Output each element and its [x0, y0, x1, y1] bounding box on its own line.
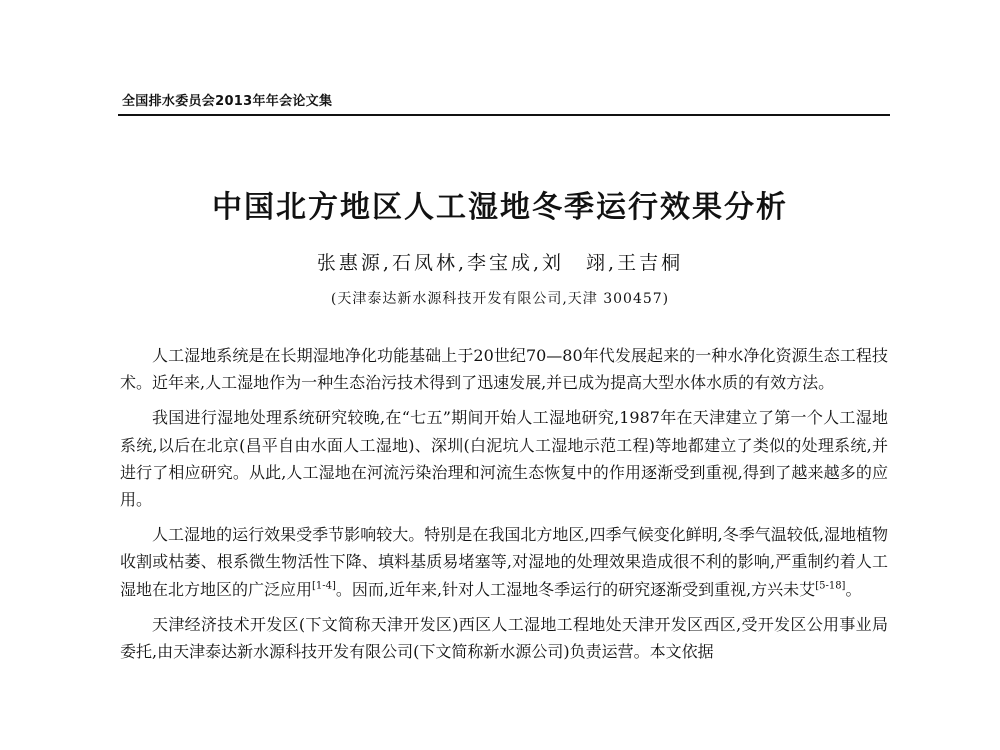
paragraph-3 — [120, 521, 888, 603]
paper-title: 中国北方地区人工湿地冬季运行效果分析 — [212, 190, 788, 225]
body-text — [120, 342, 888, 665]
paper-authors: 张惠源,石凤林,李宝成,刘 翊,王吉桐 — [316, 252, 684, 274]
citation-1-4: [1-4] — [312, 580, 336, 592]
running-header: 全国排水委员会2013年年会论文集 — [122, 94, 333, 109]
citation-5-18: [5-18] — [815, 580, 846, 592]
paragraph-4: 天津经济技术开发区(下文简称天津开发区)西区人工湿地工程地处天津开发区西区,受开发区公用事业局委托,由天津泰达新水源科技开发有限公司(下文简称新水源公司)负责运营。本文依据 — [120, 614, 888, 662]
paragraph-3-part-c: 。 — [845, 579, 862, 599]
paper-affiliation: (天津泰达新水源科技开发有限公司,天津 300457) — [330, 291, 670, 307]
paragraph-1: 人工湿地系统是在长期湿地净化功能基础上于20世纪70—80年代发展起来的一种水净化资源生态工程技术。近年来,人工湿地作为一种生态治污技术得到了迅速发展,并已成为提高大型水体水质的有效方法。 — [120, 346, 888, 393]
paragraph-3-part-b: 。因而,近年来,针对人工湿地冬季运行的研究逐渐受到重视,方兴未艾 — [335, 579, 816, 599]
paragraph-2: 我国进行湿地处理系统研究较晚,在“七五”期间开始人工湿地研究,1987年在天津建立了第一个人工湿地系统,以后在北京(昌平自由水面人工湿地)、深圳(白泥坑人工湿地示范工程)等地都建立了类似的处理系统,并进行了相应研究。从此,人工湿地在河流污染治理和河流生态恢复中的作用逐渐受到重视,得到了越来越多的应用。 — [120, 408, 888, 510]
header-rule — [118, 114, 890, 116]
paragraph-3-part-a: 人工湿地的运行效果受季节影响较大。特别是在我国北方地区,四季气候变化鲜明,冬季气温较低,湿地植物收割或枯萎、根系微生物活性下降、填料基质易堵塞等,对湿地的处理效果造成很不利的影响,严重制约着人工湿地在北方地区的广泛应用 — [120, 525, 888, 599]
